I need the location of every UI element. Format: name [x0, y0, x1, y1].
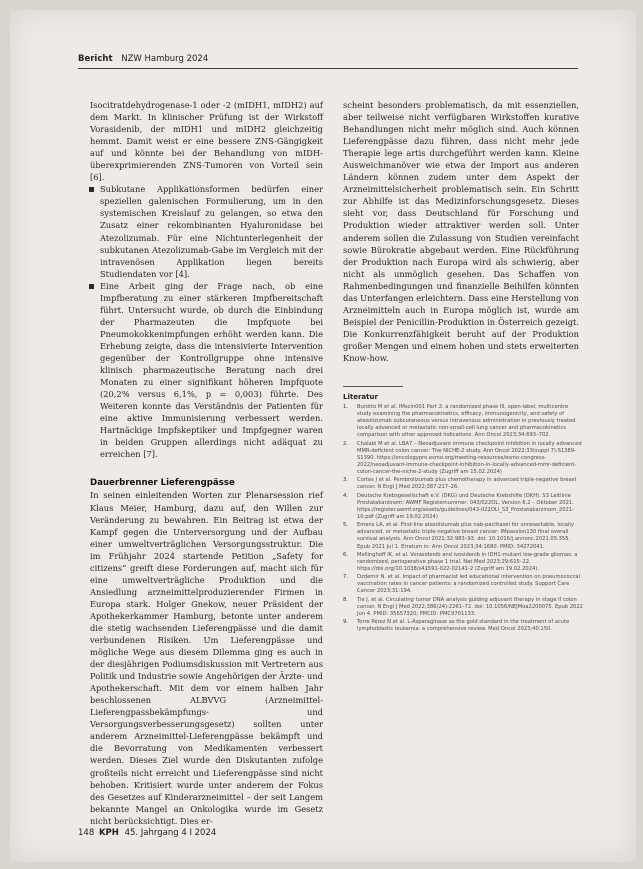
- reference-number: 2.: [343, 440, 348, 447]
- reference-number: 8.: [343, 596, 348, 603]
- reference-text: Torre Pérez N et al. L-Asparaginase as the gold standard in the treatment of acute lymphoblastic leukemia: a comprehensive review. Med Oncol 2023;40:150.: [357, 619, 570, 633]
- bullet-item: Eine Arbeit ging der Frage nach, ob eine Impfberatung zu einer stärkeren Impfbereitschaft führt. Untersucht wurde, ob durch die Einbindung der Pharmazeuten die Impfquote bei Pneumokokkenimpfungen erhöht werden kann. Die Erhebung zeigte, dass die intensivierte Intervention gegenüber der Kontrollgruppe ohne intensive klinisch pharmazeutische Beratung nach drei Monaten zu einer signifikant höheren Impfquote (20,2% versus 6,1%, p = 0,003) führte. Des Weiteren konnte das Verständnis der Patienten für eine aktive Immunisierung verbessert werden. Hartnäckige Impfskeptiker und Impfgegner waren in beiden Gruppen allerdings nicht adäquat zu erreichen [7].: [90, 280, 323, 461]
- issue-label: 45. Jahrgang 4 I 2024: [124, 828, 217, 838]
- magazine-page: [10, 10, 636, 862]
- right-column: [343, 99, 579, 364]
- reference-text: Cortes J et al. Pembrolizumab plus chemotherapy in advanced triple-negative breast cancer. N Engl J Med 2022;387:217–26.: [357, 477, 577, 491]
- literature-section: [343, 386, 583, 635]
- body-paragraph-continued: scheint besonders problematisch, da mit essenziellen, aber teilweise nicht verfügbaren Wirkstoffen kurative Behandlungen nicht mehr möglich sind. Auch können Lieferengpässe dazu führen, dass nicht mehr jede Therapie lege artis durchgeführt werden kann. Kleine Ausweichmanöver wie etwa der Import aus anderen Ländern können zudem unter dem Aspekt der Arzneimittelsicherheit problematisch sein. Ein Schritt zur Abhilfe ist das Medizinforschungsgesetz. Dieses sieht vor, dass Deutschland für Forschung und Produktion wieder attraktiver werden soll. Unter anderem sollen die Zulassung von Studien vereinfacht sowie Bürokratie abgebaut werden. Eine Rückführung der Produktion nach Europa wird als schwierig, aber nicht als unmöglich gesehen. Das Schaffen von Rahmenbedingungen und finanzielle Beihilfen könnten das Unterfangen erleichtern. Dass eine Herstellung von Arzneimitteln auch in Europa möglich ist, wurde am Beispiel der Penicillin-Produktion in Österreich gezeigt. Die Konkurrenzfähigkeit beruht auf der Produktion großer Mengen und einem hohen und stets erweiterten Know-how.: [343, 100, 579, 363]
- reference-number: 1.: [343, 404, 348, 410]
- section-heading: Dauerbrenner Lieferengpässe: [90, 478, 235, 489]
- reference-text: Deutsche Krebsgesellschaft e.V. (DKG) und Deutsche Krebshilfe (DKH). S3 Leitlinie Prostatakarzinom; AWMF Registernummer: 043/022OL, Version 6.2 – Oktober 2021. https://register.awmf.org/assets/guidelines/043-022OLl_S3_Prostatakarzinom_2021-10.pdf (Zugriff am 19.02.2024): [357, 492, 574, 520]
- page-header: [78, 54, 208, 64]
- page-footer: [78, 828, 216, 838]
- reference-number: 5.: [343, 522, 348, 529]
- bullet-item: Subkutane Applikationsformen bedürfen einer speziellen galenischen Formulierung, um in den systemischen Kreislauf zu gelangen, so etwa den Zusatz einer rekombinanten Hyaluronidase bei Atezolizumab. Für eine Nichtunterlegenheit der subkutanen Atezolizumab-Gabe im Vergleich mit der intravenösen Applikation liegen bereits Studiendaten vor [4].: [90, 183, 323, 279]
- reference-item: [343, 619, 583, 633]
- reference-number: 3.: [343, 477, 348, 484]
- bullet-list: [90, 183, 323, 460]
- reference-item: [343, 404, 583, 439]
- reference-text: Tie J, et al. Circulating tumor DNA analysis guiding adjuvant therapy in stage II colon cancer. N Engl J Med 2022;386(24):2261–72. doi: 10.1056/NEJMoa2200075. Epub 2022 Jun 4. PMID: 35657320; PMCID: PMC9701133.: [357, 596, 583, 617]
- reference-item: [343, 597, 583, 618]
- section-label: Bericht: [78, 54, 113, 64]
- page-number: 148: [78, 828, 95, 838]
- reference-number: 6.: [343, 551, 348, 558]
- literature-rule: [343, 386, 403, 387]
- reference-text: Emens LA, et al. First-line atezolizumab plus nab-paclitaxel for unresectable, locally advanced, or metastatic triple-negative breast cancer: IMpassion130 final overall survival analysis. Ann Oncol 2021;32:983–93. doi: 10.1016/j.annonc.2021.05.355. Epub 2021 Jul 1. Erratum in: Ann Oncol 2023;34:1680. PMID: 34272041.: [357, 522, 574, 550]
- event-label: NZW Hamburg 2024: [121, 54, 209, 64]
- body-paragraph: In seinen einleitenden Worten zur Plenarsession rief Klaus Meier, Hamburg, dazu auf, den Willen zur Veränderung zu bewahren. Ein Beitrag ist etwa der Kampf gegen die Unterversorgung und der Aufbau einer umweltverträglichen Versorgungsstruktur. Die im Frühjahr 2024 startende Petition „Safety for citizens“ greift diese Forderungen auf, macht sich für eine umweltverträgliche Produktion und die Ansiedlung arzneimittelproduzierender Firmen in Europa stark. Holger Gnekow, neuer Präsident der Apothekerkammer Hamburg, betonte unter anderem die stetig wachsenden Lieferengpässe und die damit verbundenen Risiken. Um Lieferengpässe und mögliche Wege aus diesem Dilemma ging es auch in der diesjährigen Podiumsdiskussion mit Vertretern aus Politik und Industrie sowie Angehörigen der Ärzte- und Apothekerschaft. Mit dem vor einem halben Jahr beschlossenen ALBVVG (Arzneimittel-Lieferengpassbekämpfungs- und Versorgungsverbesserungsgesetz) sollten unter anderem Arzneimittel-Lieferengpässe bekämpft und die Bevorratung von Medikamenten verbessert werden. Dieses Ziel wurde den Diskutanten zufolge großteils nicht erreicht und Lieferengpässe sind nicht behoben. Kritisiert wurde unter anderem der Fokus des Gesetzes auf Kinderarzneimittel – der seit Langem bekannte Mangel an Onkologika wurde im Gesetz nicht berücksichtigt. Dies er-: [90, 490, 323, 826]
- reference-text: Burotto M et al. IMscin001 Part 2: a randomized phase III, open-label, multicentre study examining the pharmacokinetics, efficacy, immunogenicity, and safety of atezolizumab subcutaneous versus intravenous administration in previously treated locally advanced or metastatic non-small-cell lung cancer and pharmacokinetics comparison with other approved indications. Ann Oncol 2023;34:693–702.: [357, 404, 576, 439]
- reference-item: [343, 574, 583, 595]
- reference-item: [343, 552, 583, 573]
- reference-number: 7.: [343, 574, 348, 581]
- reference-list: [343, 404, 583, 633]
- reference-text: Chalabi M et al. LBA7 – Neoadjuvant immune checkpoint inhibition in locally advanced MMR-deficient colon cancer: The NICHE-2 study. Ann Oncol 2022;33(suppl 7):S1389–S1390. https://oncologypro.esmo.org/meeting-resources/esmo-congress-2022/neoadjuvant-immune-checkpoint-inhibition-in-locally-advanced-mmr-deficient-colon-cancer-the-niche-2-study (Zugriff am 15.02.2024): [357, 440, 582, 476]
- journal-brand: KPH: [98, 828, 119, 838]
- reference-item: [343, 441, 583, 476]
- left-column: [90, 99, 323, 827]
- reference-number: 4.: [343, 492, 348, 499]
- reference-text: Ozdemir N. et al. Impact of pharmacist led educational intervention on pneumococcal vaccination rates in cancer patients: a randomized controlled study. Support Care Cancer 2023;31:194.: [357, 574, 581, 595]
- reference-item: [343, 522, 583, 550]
- reference-text: Mellinghoff IK, et al. Vorasidenib and ivosidenib in IDH1-mutant low-grade gliomas: a randomized, perioperative phase 1 trial. Nat Med 2023;29:615–22. https://doi.org/10.1038/s41591-022-02141-2 (Zugriff am 19.02.2024).: [357, 551, 578, 572]
- reference-number: 9.: [343, 619, 348, 626]
- header-rule: [78, 68, 578, 69]
- reference-item: [343, 477, 583, 491]
- intro-paragraph: Isocitratdehydrogenase-1 oder -2 (mIDH1, mIDH2) auf dem Markt. In klinischer Prüfung ist der Wirkstoff Vorasidenib, der mIDH1 und mIDH2 gleichzeitig hemmt. Damit weist er eine bessere ZNS-Gängigkeit auf und könnte bei der Behandlung von mIDH-überexprimierenden ZNS-Tumoren von Vorteil sein [6].: [90, 100, 323, 183]
- literature-title: Literatur: [343, 393, 378, 401]
- reference-item: [343, 493, 583, 521]
